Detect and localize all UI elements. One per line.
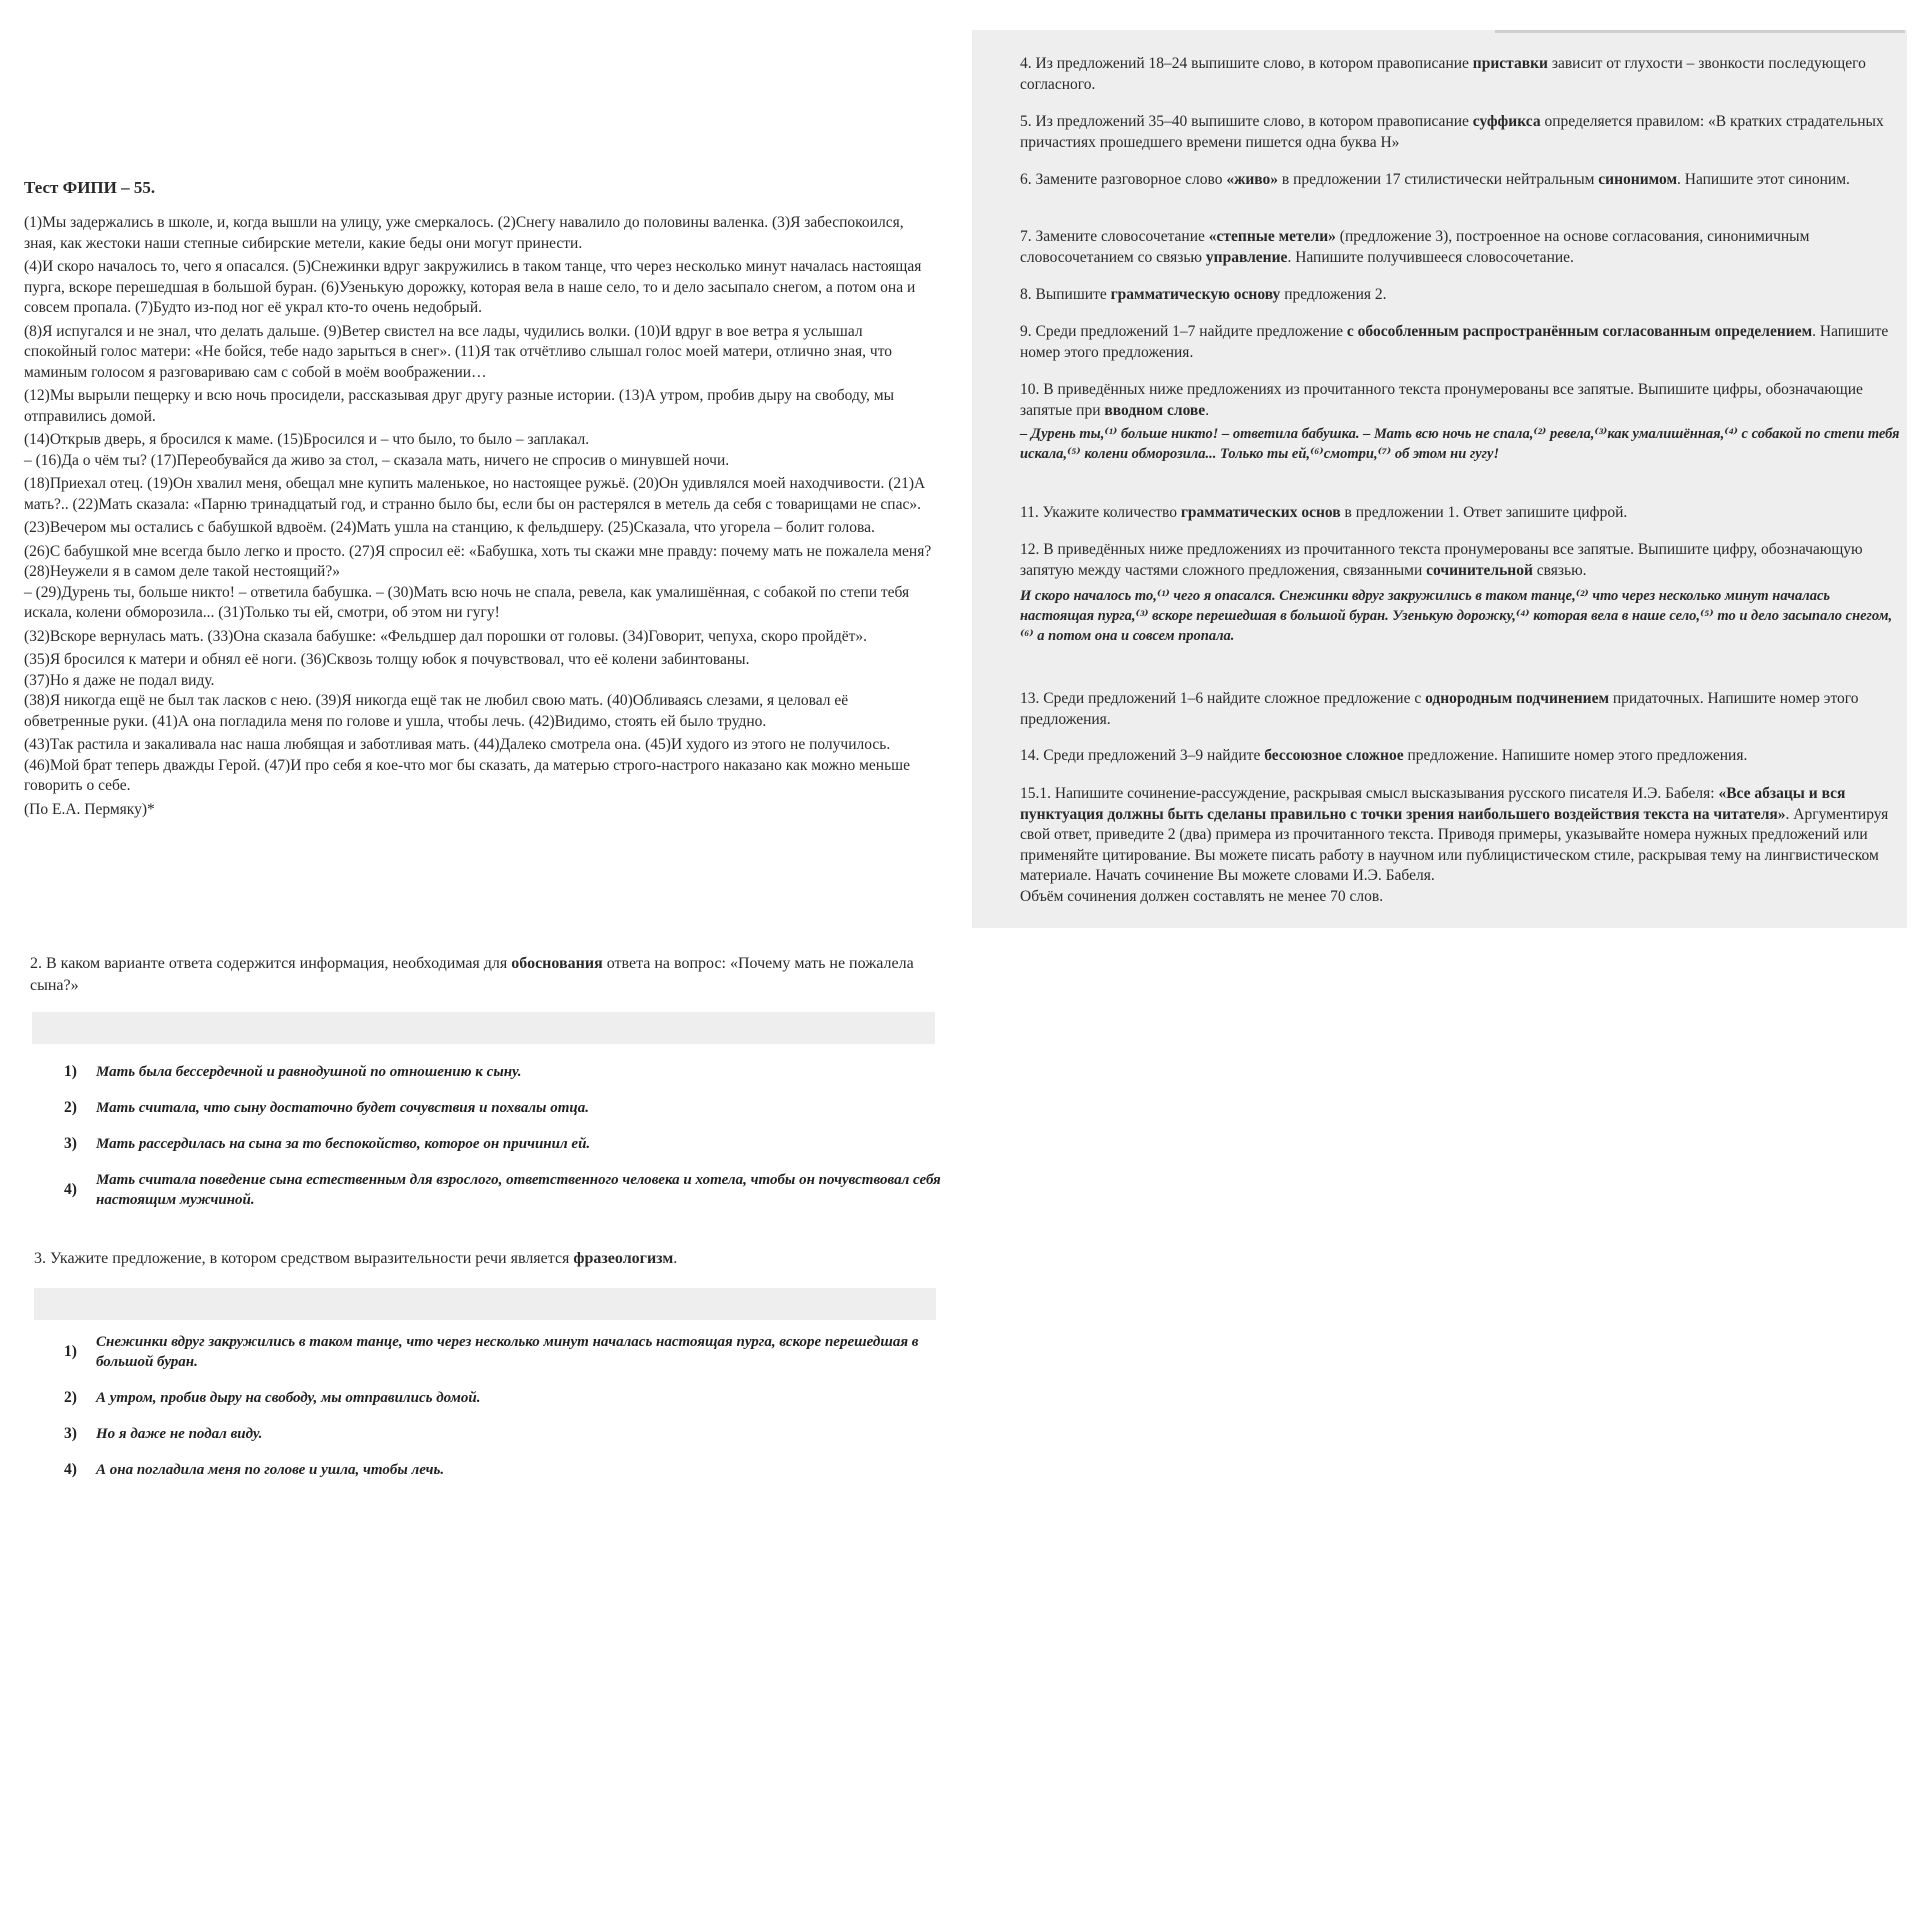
text-paragraph: (35)Я бросился к матери и обнял её ноги. (36)Сквозь толщу юбок я почувствовал, что её колени забинтованы. (37)Но я даже не подал виду. (38)Я никогда ещё не был так ласков с нею. (39)Я никогда ещё так не любил свою мать. (40)Обливаясь слезами, я целовал её обветренные руки. (41)А она погладила меня по голове и ушла, чтобы лечь. (42)Видимо, стоять ей было трудно. bbox=[24, 651, 849, 730]
question-2: 2. В каком варианте ответа содержится информация, необходимая для обоснования ответа на вопрос: «Почему мать не пожалела сына?» bbox=[30, 955, 914, 994]
text-paragraph: (4)И скоро началось то, чего я опасался. (5)Снежинки вдруг закружились в таком танце, что через несколько минут началась настоящая пурга, вскоре перешедшая в большой буран. (6)Узенькую дорожку, которая вела в наше село, то и дело засыпало снегом, а потом она и совсем пропала. (7)Будто из-под ног её украл кто-то очень недобрый. bbox=[24, 258, 922, 316]
q2-options bbox=[64, 1062, 944, 1226]
q2-option-4[interactable]: 4) Мать считала поведение сына естественным для взрослого, ответственного человека и хотела, чтобы он почувствовал себя настоящим мужчиной. bbox=[64, 1172, 941, 1208]
text-paragraph: (14)Открыв дверь, я бросился к маме. (15)Бросился и – что было, то было – заплакал. – (16)Да о чём ты? (17)Переобувайся да живо за стол, – сказала мать, ничего не спросив о минувшей ночи. bbox=[24, 431, 730, 469]
q3-option-2[interactable]: 2) А утром, пробив дыру на свободу, мы отправились домой. bbox=[64, 1389, 481, 1406]
q15-word-count: Объём сочинения должен составлять не менее 70 слов. bbox=[1020, 887, 1384, 905]
question-12: 12. В приведённых ниже предложениях из прочитанного текста пронумерованы все запятые. Выпишите цифру, обозначающую запятую между частями сложного предложения, связанными сочинительной связью. bbox=[1020, 541, 1863, 579]
question-4: 4. Из предложений 18–24 выпишите слово, в котором правописание приставки зависит от глухости – звонкости последующего согласного. bbox=[1020, 55, 1866, 93]
q3-option-4[interactable]: 4) А она погладила меня по голове и ушла, чтобы лечь. bbox=[64, 1461, 445, 1478]
text-paragraph: (26)С бабушкой мне всегда было легко и просто. (27)Я спросил её: «Бабушка, хоть ты скажи мне правду: почему мать не пожалела меня? (28)Неужели я в самом деле такой нестоящий?» – (29)Дурень ты, больше никто! – ответила бабушка. – (30)Мать всю ночь не спала, ревела, как умалишённая, с собакой по степи тебя искала, колени обморозила... (31)Только ты ей, смотри, об этом ни гугу! bbox=[24, 542, 932, 621]
q12-example: И скоро началось то,⁽¹⁾ чего я опасался. Снежинки вдруг закружились в таком танце,⁽²⁾ что через несколько минут началась настоящая пурга,⁽³⁾ вскоре перешедшая в большой буран. Узенькую дорожку,⁽⁴⁾ которая вела в наше село,⁽⁵⁾ то и дело засыпало снегом,⁽⁶⁾ а потом она и совсем пропала. bbox=[1020, 588, 1893, 644]
q3-option-1[interactable]: 1) Снежинки вдруг закружились в таком танце, что через несколько минут началась настоящая пурга, вскоре перешедшая в большой буран. bbox=[64, 1334, 919, 1370]
text-source: (По Е.А. Пермяку)* bbox=[24, 800, 155, 818]
q10-example: – Дурень ты,⁽¹⁾ больше никто! – ответила бабушка. – Мать всю ночь не спала,⁽²⁾ ревела,⁽³⁾как умалишённая,⁽⁴⁾ с собакой по степи тебя искала,⁽⁵⁾ колени обморозила... Только ты ей,⁽⁶⁾смотри,⁽⁷⁾ об этом ни гугу! bbox=[1020, 426, 1900, 462]
page-title: Тест ФИПИ – 55. bbox=[24, 178, 156, 197]
q2-option-2[interactable]: 2) Мать считала, что сыну достаточно будет сочувствия и похвалы отца. bbox=[64, 1099, 589, 1116]
question-8: 8. Выпишите грамматическую основу предложения 2. bbox=[1020, 286, 1387, 303]
question-15: 15.1. Напишите сочинение-рассуждение, раскрывая смысл высказывания русского писателя И.Э. Бабеля: «Все абзацы и вся пунктуация должны быть сделаны правильно с точки зрения наибольшего воздействия текста на читателя». Аргументируя свой ответ, приведите 2 (два) примера из прочитанного текста. Приводя примеры, указывайте номера нужных предложений или применяйте цитирование. Вы можете писать работу в научном или публицистическом стиле, раскрывая тему на лингвистическом материале. Начать сочинение Вы можете словами И.Э. Бабеля. Объём сочинения должен составлять не менее 70 слов. bbox=[1020, 784, 1905, 907]
question-6: 6. Замените разговорное слово «живо» в предложении 17 стилистически нейтральным синонимом. Напишите этот синоним. bbox=[1020, 171, 1850, 188]
question-9: 9. Среди предложений 1–7 найдите предложение с обособленным распространённым согласованным определением. Напишите номер этого предложения. bbox=[1020, 323, 1889, 361]
text-paragraph: (12)Мы вырыли пещерку и всю ночь просидели, рассказывая друг другу разные истории. (13)А утром, пробив дыру на свободу, мы отправились домой. bbox=[24, 387, 895, 425]
text-paragraph: (1)Мы задержались в школе, и, когда вышли на улицу, уже смеркалось. (2)Снегу навалило до половины валенка. (3)Я забеспокоился, зная, как жестоки наши степные сибирские метели, какие беды они могут принести. bbox=[24, 214, 904, 252]
text-paragraph: (32)Вскоре вернулась мать. (33)Она сказала бабушке: «Фельдшер дал порошки от головы. (34)Говорит, чепуха, скоро пройдёт». bbox=[24, 627, 867, 645]
top-divider bbox=[1495, 30, 1905, 33]
answer-field-q2[interactable] bbox=[32, 1012, 935, 1044]
question-10: 10. В приведённых ниже предложениях из прочитанного текста пронумерованы все запятые. Выпишите цифры, обозначающие запятые при вводном слове. bbox=[1020, 381, 1863, 419]
question-7: 7. Замените словосочетание «степные метели» (предложение 3), построенное на основе согласования, синонимичным словосочетанием со связью управление. Напишите получившееся словосочетание. bbox=[1020, 228, 1810, 266]
q2-option-3[interactable]: 3) Мать рассердилась на сына за то беспокойство, которое он причинил ей. bbox=[64, 1135, 591, 1152]
text-paragraph: (43)Так растила и закаливала нас наша любящая и заботливая мать. (44)Далеко смотрела она. (45)И худого из этого не получилось. (46)Мой брат теперь дважды Герой. (47)И про себя я кое-что мог бы сказать, да матерью строго-настрого наказано как можно меньше говорить о себе. bbox=[24, 736, 910, 794]
q2-option-1[interactable]: 1) Мать была бессердечной и равнодушной по отношению к сыну. bbox=[64, 1063, 522, 1080]
q3-option-3[interactable]: 3) Но я даже не подал виду. bbox=[64, 1425, 263, 1442]
answer-field-q3[interactable] bbox=[34, 1288, 936, 1320]
question-14: 14. Среди предложений 3–9 найдите бессоюзное сложное предложение. Напишите номер этого предложения. bbox=[1020, 747, 1748, 764]
question-13: 13. Среди предложений 1–6 найдите сложное предложение с однородным подчинением придаточных. Напишите номер этого предложения. bbox=[1020, 690, 1859, 728]
source-text bbox=[24, 213, 934, 823]
question-5: 5. Из предложений 35–40 выпишите слово, в котором правописание суффикса определяется правилом: «В кратких страдательных причастиях прошедшего времени пишется одна буква Н» bbox=[1020, 113, 1884, 151]
question-11: 11. Укажите количество грамматических основ в предложении 1. Ответ запишите цифрой. bbox=[1020, 504, 1628, 521]
q3-options bbox=[64, 1332, 944, 1496]
text-paragraph: (18)Приехал отец. (19)Он хвалил меня, обещал мне купить маленькое, но настоящее ружьё. (20)Он удивлялся моей находчивости. (21)А мать?.. (22)Мать сказала: «Парню тринадцатый год, и странно было бы, если бы он растерялся в метель да себя с товарищами не спас». bbox=[24, 475, 926, 513]
text-paragraph: (23)Вечером мы остались с бабушкой вдвоём. (24)Мать ушла на станцию, к фельдшеру. (25)Сказала, что угорела – болит голова. bbox=[24, 519, 875, 536]
question-3: 3. Укажите предложение, в котором средством выразительности речи является фразеологизм. bbox=[34, 1250, 678, 1267]
text-paragraph: (8)Я испугался и не знал, что делать дальше. (9)Ветер свистел на все лады, чудились волки. (10)И вдруг в вое ветра я услышал спокойный голос матери: «Не бойся, тебе надо зарыться в снег». (11)Я так отчётливо слышал голос моей матери, отлично зная, что маминым голосом я разговариваю сам с собой в моём воображении… bbox=[24, 322, 893, 381]
